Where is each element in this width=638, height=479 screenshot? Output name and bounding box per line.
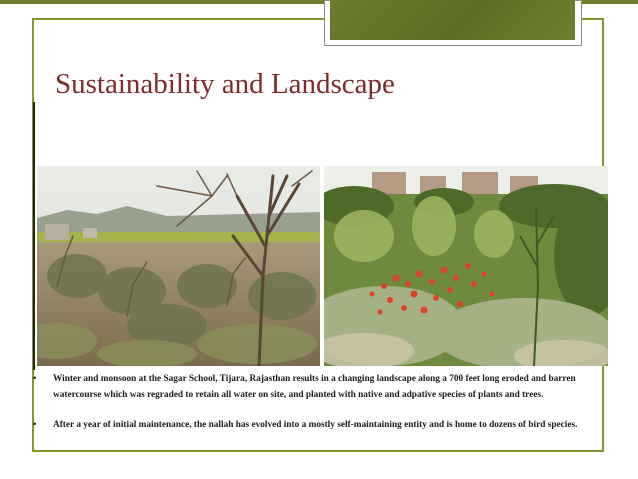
bullet-text: After a year of initial maintenance, the nallah has evolved into a mostly self-maintaining entity and is home to dozens of bird species. <box>53 419 578 430</box>
title-divider-line <box>33 102 35 370</box>
photo-monsoon-landscape <box>324 166 608 366</box>
bullet-text: Winter and monsoon at the Sagar School, Tijara, Rajasthan results in a changing landscape along a 700 feet long eroded and barren watercourse which was regraded to retain all water on site, and planted with native and adpative species of plants and trees. <box>53 374 576 400</box>
photo-winter-landscape <box>37 166 320 366</box>
decorative-header-fill <box>330 0 575 40</box>
bullet-list <box>33 372 605 433</box>
bullet-marker: • <box>33 419 37 430</box>
bullet-item <box>33 418 605 434</box>
bullet-item <box>33 372 605 404</box>
bullet-marker: • <box>33 374 37 384</box>
slide-title: Sustainability and Landscape <box>55 68 395 100</box>
